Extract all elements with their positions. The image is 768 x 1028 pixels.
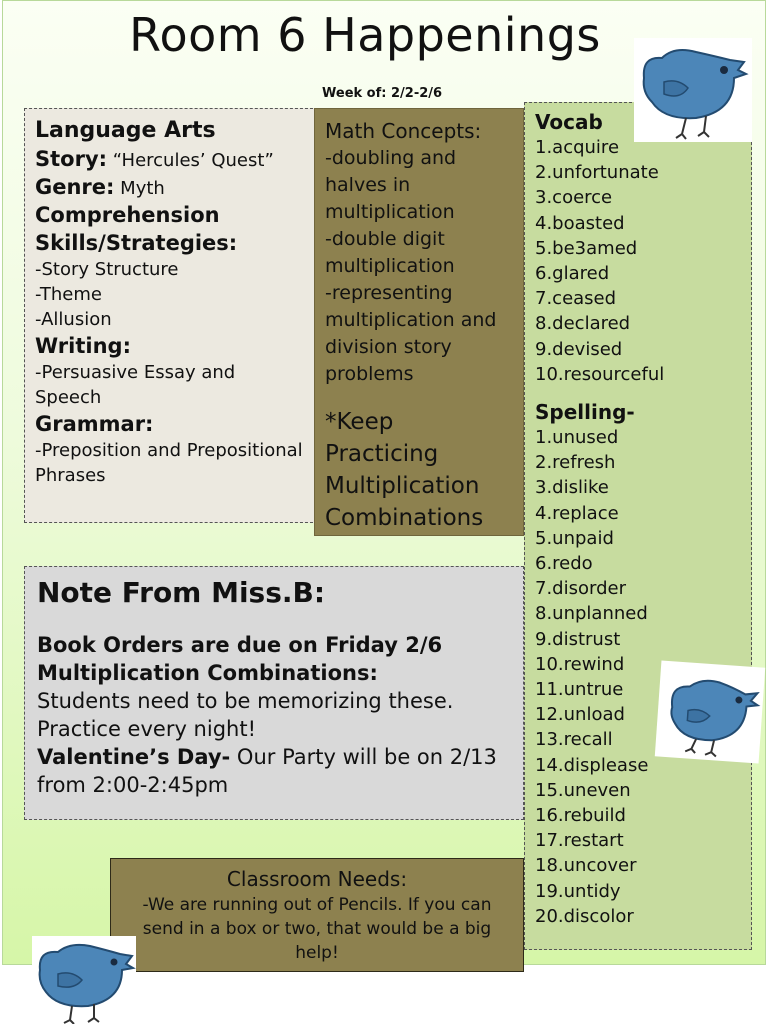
comprehension-item: -Theme bbox=[35, 284, 102, 305]
spelling-item: 3.dislike bbox=[535, 477, 609, 499]
genre-line bbox=[35, 173, 307, 201]
week-label: Week of: 2/2-2/6 bbox=[322, 86, 443, 101]
language-arts-heading: Language Arts bbox=[35, 118, 216, 143]
spelling-item: 1.unused bbox=[535, 427, 619, 449]
spelling-item: 14.displease bbox=[535, 754, 649, 776]
math-concepts-box bbox=[314, 108, 524, 536]
spelling-item: 12.unload bbox=[535, 704, 625, 726]
vocab-heading: Vocab bbox=[535, 110, 603, 134]
bird-image-top bbox=[634, 38, 752, 142]
grammar-label: Grammar: bbox=[35, 412, 154, 436]
spelling-item: 19.untidy bbox=[535, 880, 621, 902]
spelling-item: 16.rebuild bbox=[535, 805, 626, 827]
vocab-item: 1.acquire bbox=[535, 137, 620, 158]
page-title: Room 6 Happenings bbox=[129, 8, 601, 62]
spelling-item: 15.uneven bbox=[535, 779, 631, 801]
math-item: -doubling and halves in multiplication bbox=[325, 147, 457, 223]
valentine-label: Valentine’s Day- bbox=[37, 745, 231, 769]
comprehension-item: -Story Structure bbox=[35, 259, 179, 280]
keep-practicing-note: *Keep Practicing Multiplication Combinations bbox=[325, 409, 484, 531]
vocab-spelling-box bbox=[524, 102, 752, 950]
writing-label: Writing: bbox=[35, 334, 131, 358]
spelling-item: 17.restart bbox=[535, 830, 624, 852]
spelling-item: 13.recall bbox=[535, 729, 613, 751]
writing-item: -Persuasive Essay and Speech bbox=[35, 362, 236, 408]
spelling-item: 9.distrust bbox=[535, 628, 621, 650]
classroom-needs-text: -We are running out of Pencils. If you can send in a box or two, that would be a big help! bbox=[142, 895, 492, 963]
story-value: “Hercules’ Quest” bbox=[107, 150, 274, 171]
spelling-item: 7.disorder bbox=[535, 578, 626, 600]
spelling-item: 2.refresh bbox=[535, 452, 616, 474]
genre-value: Myth bbox=[114, 178, 165, 199]
valentine-line bbox=[37, 743, 511, 799]
bird-icon bbox=[32, 936, 136, 1024]
comprehension-item: -Allusion bbox=[35, 309, 112, 330]
vocab-item: 4.boasted bbox=[535, 212, 625, 234]
grammar-item: -Preposition and Prepositional Phrases bbox=[35, 440, 303, 486]
vocab-item: 3.coerce bbox=[535, 187, 613, 209]
book-orders-line: Book Orders are due on Friday 2/6 bbox=[37, 633, 443, 657]
story-line bbox=[35, 145, 307, 173]
spelling-item: 8.unplanned bbox=[535, 603, 648, 625]
story-label: Story: bbox=[35, 147, 108, 171]
comprehension-label: Comprehension Skills/Strategies: bbox=[35, 203, 238, 255]
note-heading: Note From Miss.B: bbox=[37, 576, 326, 609]
spelling-item: 10.rewind bbox=[535, 653, 625, 675]
spelling-item: 11.untrue bbox=[535, 679, 624, 701]
valentine-text: Our Party will be on 2/13 from 2:00-2:45pm bbox=[37, 745, 497, 797]
vocab-item: 5.be3amed bbox=[535, 237, 638, 259]
math-item: -representing multiplication and division story problems bbox=[325, 282, 497, 385]
classroom-needs-heading: Classroom Needs: bbox=[226, 867, 408, 891]
spelling-item: 6.redo bbox=[535, 553, 593, 575]
bird-icon bbox=[634, 38, 752, 142]
spelling-item: 18.uncover bbox=[535, 855, 637, 877]
vocab-item: 9.devised bbox=[535, 338, 623, 360]
vocab-item: 10.resourceful bbox=[535, 363, 665, 385]
spelling-item: 5.unpaid bbox=[535, 527, 614, 549]
vocab-item: 7.ceased bbox=[535, 288, 617, 310]
bird-icon bbox=[655, 660, 765, 763]
language-arts-box bbox=[24, 108, 318, 523]
math-item: -double digit multiplication bbox=[325, 228, 455, 277]
multiplication-text: Students need to be memorizing these. Practice every night! bbox=[37, 689, 454, 741]
vocab-item: 8.declared bbox=[535, 313, 631, 335]
spelling-heading: Spelling- bbox=[535, 400, 635, 425]
bird-image-middle bbox=[655, 660, 765, 763]
vocab-item: 6.glared bbox=[535, 263, 610, 285]
math-heading: Math Concepts: bbox=[325, 119, 482, 143]
classroom-needs-box bbox=[110, 858, 524, 972]
note-box bbox=[24, 566, 524, 820]
vocab-list bbox=[535, 135, 741, 387]
multiplication-label: Multiplication Combinations: bbox=[37, 661, 378, 685]
bird-image-bottom bbox=[32, 936, 136, 1024]
spelling-item: 20.discolor bbox=[535, 905, 634, 927]
genre-label: Genre: bbox=[35, 175, 115, 199]
spelling-item: 4.replace bbox=[535, 502, 619, 524]
vocab-item: 2.unfortunate bbox=[535, 162, 659, 184]
